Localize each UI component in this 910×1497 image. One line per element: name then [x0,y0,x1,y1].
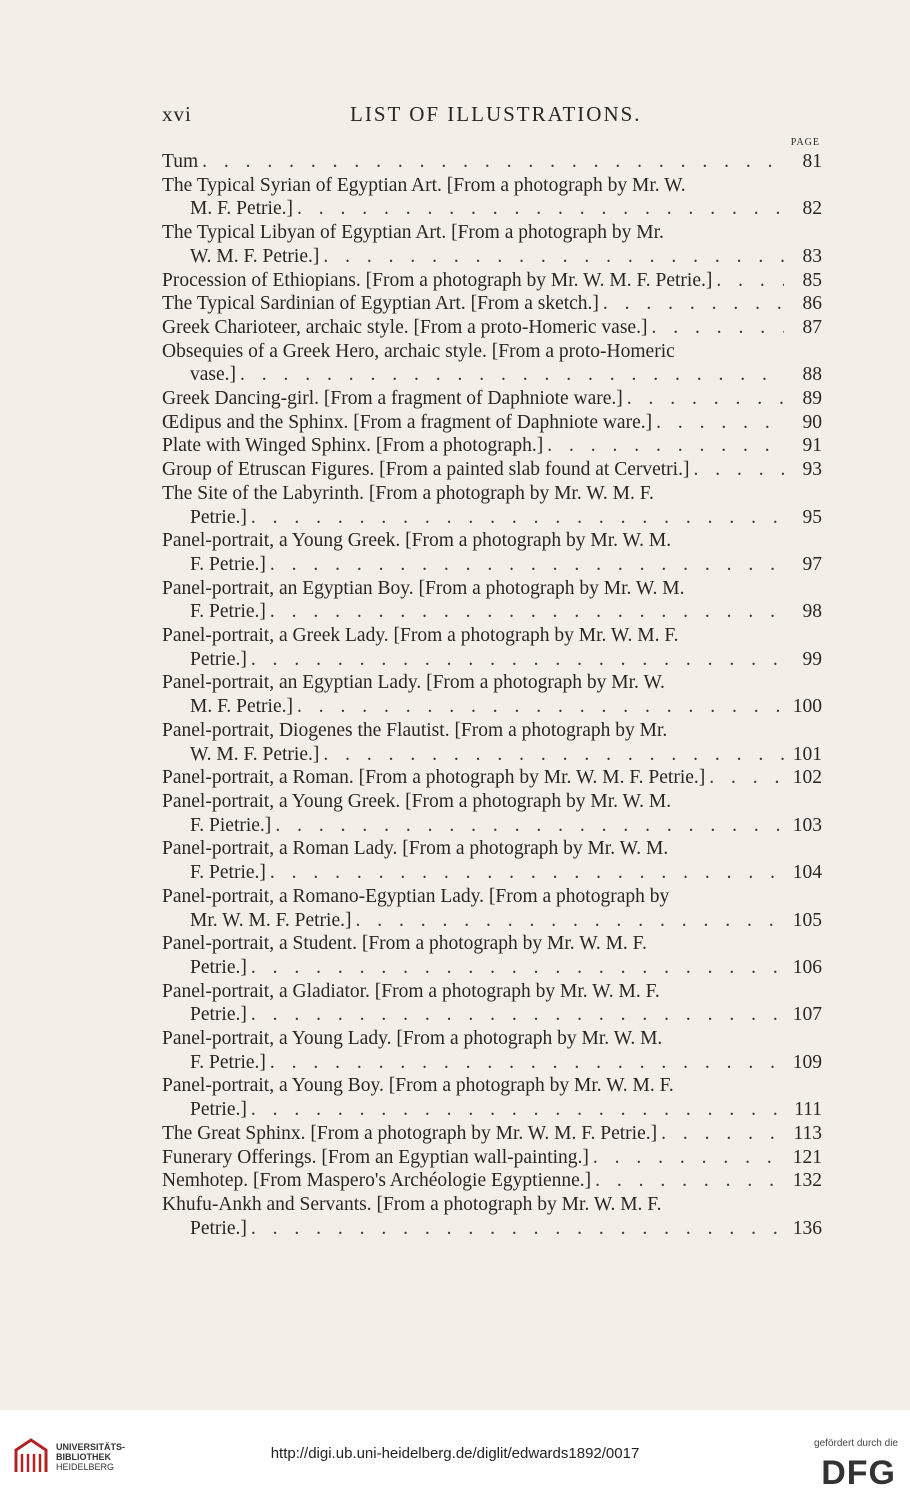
entry-line [162,719,822,743]
entry-caption: Petrie.] [190,506,247,528]
entry-page-number: 83 [802,245,822,267]
illustration-entry [162,671,822,718]
dot-leader [656,411,784,435]
dot-leader [595,1169,784,1193]
funded-by-text: gefördert durch die [814,1438,898,1449]
entry-line [162,269,822,293]
entry-line [162,1027,822,1051]
illustration-entry [162,885,822,932]
entry-page-number: 81 [802,151,822,172]
dot-leader [202,150,784,174]
entry-page-number: 103 [792,814,822,836]
illustration-entry [162,529,822,576]
entry-line [162,980,822,1004]
dot-leader [323,743,784,767]
entry-continuation-line [162,1217,822,1241]
entry-page-number: 88 [802,364,822,386]
entry-caption: Œdipus and the Sphinx. [From a fragment of Daphniote ware.] [162,411,653,433]
entry-continuation-line [162,1003,822,1027]
entry-caption: F. Petrie.] [190,1051,266,1073]
entry-caption: Khufu-Ankh and Servants. [From a photograph by Mr. W. M. F. [162,1193,662,1215]
entry-line [162,624,822,648]
dot-leader [270,861,784,885]
entry-line [162,1169,822,1193]
institution-line: BIBLIOTHEK [56,1452,111,1462]
entry-page-number: 105 [792,909,822,931]
page-folio: xvi [162,102,192,126]
dot-leader [297,695,784,719]
illustration-entry [162,292,822,316]
entry-line [162,837,822,861]
entry-caption: Procession of Ethiopians. [From a photograph by Mr. W. M. F. Petrie.] [162,269,713,291]
entry-line [162,411,822,435]
illustration-entry [162,316,822,340]
illustration-entry [162,1193,822,1240]
entry-caption: F. Petrie.] [190,553,266,575]
dot-leader [270,553,784,577]
entry-line [162,458,822,482]
entry-page-number: 98 [802,601,822,623]
dot-leader [627,387,784,411]
illustration-entry [162,1122,822,1146]
entry-continuation-line [162,814,822,838]
illustration-entry [162,411,822,435]
entry-page-number: 97 [802,553,822,575]
dot-leader [270,600,784,624]
illustration-entry [162,766,822,790]
entry-caption: Panel-portrait, a Romano-Egyptian Lady. [From a photograph by [162,885,670,907]
entry-caption: Petrie.] [190,956,247,978]
entry-page-number: 89 [802,388,822,410]
entry-line [162,1146,822,1170]
illustration-entry [162,387,822,411]
dot-leader [603,292,784,316]
dot-leader [547,434,784,458]
illustration-list [162,150,822,1240]
entry-line [162,766,822,790]
entry-continuation-line [162,1098,822,1122]
entry-page-number: 104 [792,862,822,884]
entry-caption: The Site of the Labyrinth. [From a photograph by Mr. W. M. F. [162,482,654,504]
entry-continuation-line [162,553,822,577]
illustration-entry [162,980,822,1027]
entry-page-number: 102 [792,767,822,789]
illustration-entry [162,624,822,671]
illustration-entry [162,482,822,529]
entry-line [162,174,822,198]
entry-caption: Funerary Offerings. [From an Egyptian wall-painting.] [162,1146,589,1168]
entry-line [162,577,822,601]
dot-leader [251,1217,784,1241]
page-title: LIST OF ILLUSTRATIONS. [350,102,642,126]
illustration-entry [162,221,822,268]
illustration-entry [162,434,822,458]
entry-line [162,150,822,174]
entry-line [162,434,822,458]
dot-leader [661,1122,784,1146]
entry-caption: Panel-portrait, a Young Lady. [From a photograph by Mr. W. M. [162,1028,663,1050]
running-header [160,102,820,132]
illustration-entry [162,150,822,174]
dot-leader [356,909,785,933]
entry-continuation-line [162,695,822,719]
dot-leader [297,197,784,221]
entry-line [162,340,822,364]
entry-page-number: 111 [794,1099,822,1121]
entry-caption: vase.] [190,364,237,386]
dot-leader [593,1146,784,1170]
viewer-footer [0,1410,910,1497]
illustration-entry [162,1027,822,1074]
entry-continuation-line [162,600,822,624]
entry-line [162,1074,822,1098]
entry-caption: W. M. F. Petrie.] [190,245,320,267]
entry-caption: Panel-portrait, a Young Boy. [From a photograph by Mr. W. M. F. [162,1075,674,1097]
entry-line [162,482,822,506]
dot-leader [709,766,784,790]
entry-caption: Group of Etruscan Figures. [From a painted slab found at Cervetri.] [162,459,690,481]
dot-leader [251,1098,784,1122]
institution-line: UNIVERSITÄTS- [56,1442,126,1452]
entry-line [162,1122,822,1146]
entry-continuation-line [162,909,822,933]
entry-line [162,221,822,245]
entry-continuation-line [162,743,822,767]
dot-leader [240,363,784,387]
entry-line [162,932,822,956]
entry-caption: The Typical Sardinian of Egyptian Art. [From a sketch.] [162,293,599,315]
entry-line [162,387,822,411]
entry-page-number: 99 [802,648,822,670]
dot-leader [323,245,784,269]
entry-continuation-line [162,245,822,269]
dot-leader [251,506,784,530]
entry-continuation-line [162,363,822,387]
entry-page-number: 100 [792,696,822,718]
page-column-label: PAGE [790,137,820,148]
entry-caption: Panel-portrait, an Egyptian Lady. [From a photograph by Mr. W. [162,672,665,694]
dfg-logo: DFG [821,1454,896,1492]
entry-caption: Panel-portrait, Diogenes the Flautist. [From a photograph by Mr. [162,719,668,741]
entry-line [162,790,822,814]
entry-line [162,529,822,553]
entry-page-number: 82 [802,198,822,220]
illustration-entry [162,340,822,387]
illustration-entry [162,719,822,766]
entry-caption: M. F. Petrie.] [190,198,293,220]
institution-line: HEIDELBERG [56,1462,115,1472]
entry-caption: Greek Dancing-girl. [From a fragment of Daphniote ware.] [162,388,623,410]
entry-page-number: 90 [802,411,822,433]
entry-page-number: 121 [792,1146,822,1168]
entry-continuation-line [162,956,822,980]
illustration-entry [162,1169,822,1193]
entry-line [162,671,822,695]
entry-page-number: 91 [802,435,822,457]
dot-leader [275,814,784,838]
entry-page-number: 85 [802,269,822,291]
entry-caption: Mr. W. M. F. Petrie.] [190,909,352,931]
entry-page-number: 95 [802,506,822,528]
illustration-entry [162,577,822,624]
entry-continuation-line [162,648,822,672]
illustration-entry [162,837,822,884]
source-url-link[interactable]: http://digi.ub.uni-heidelberg.de/diglit/edwards1892/0017 [270,1445,640,1462]
entry-caption: Panel-portrait, a Roman Lady. [From a photograph by Mr. W. M. [162,838,669,860]
entry-line [162,316,822,340]
entry-caption: The Typical Syrian of Egyptian Art. [From a photograph by Mr. W. [162,174,686,196]
entry-caption: The Typical Libyan of Egyptian Art. [From a photograph by Mr. [162,222,664,244]
dot-leader [651,316,784,340]
entry-line [162,1193,822,1217]
entry-line [162,885,822,909]
entry-caption: Petrie.] [190,1217,247,1239]
dot-leader [251,1003,784,1027]
entry-continuation-line [162,861,822,885]
entry-page-number: 106 [792,956,822,978]
illustration-entry [162,790,822,837]
entry-caption: Plate with Winged Sphinx. [From a photograph.] [162,435,544,457]
dot-leader [693,458,784,482]
illustration-entry [162,932,822,979]
entry-page-number: 109 [792,1051,822,1073]
entry-caption: Panel-portrait, an Egyptian Boy. [From a photograph by Mr. W. M. [162,577,685,599]
entry-caption: Panel-portrait, a Young Greek. [From a photograph by Mr. W. M. [162,530,672,552]
entry-caption: Petrie.] [190,1099,247,1121]
entry-page-number: 87 [802,316,822,338]
entry-caption: W. M. F. Petrie.] [190,743,320,765]
illustration-entry [162,1074,822,1121]
dot-leader [251,648,784,672]
entry-caption: Nemhotep. [From Maspero's Archéologie Egyptienne.] [162,1170,592,1192]
illustration-entry [162,269,822,293]
illustration-entry [162,174,822,221]
entry-caption: M. F. Petrie.] [190,696,293,718]
entry-page-number: 101 [792,743,822,765]
entry-caption: Panel-portrait, a Student. [From a photograph by Mr. W. M. F. [162,933,647,955]
dot-leader [270,1051,784,1075]
entry-page-number: 93 [802,459,822,481]
entry-caption: Petrie.] [190,648,247,670]
entry-caption: Panel-portrait, a Roman. [From a photograph by Mr. W. M. F. Petrie.] [162,767,706,789]
entry-caption: F. Petrie.] [190,601,266,623]
entry-caption: Panel-portrait, a Young Greek. [From a photograph by Mr. W. M. [162,790,672,812]
entry-page-number: 86 [802,293,822,315]
entry-line [162,292,822,316]
dot-leader [716,269,784,293]
entry-caption: F. Pietrie.] [190,814,272,836]
entry-page-number: 113 [793,1122,822,1144]
entry-page-number: 107 [792,1004,822,1026]
entry-page-number: 132 [792,1170,822,1192]
dot-leader [251,956,784,980]
entry-caption: Obsequies of a Greek Hero, archaic style. [From a proto-Homeric [162,340,675,362]
entry-caption: Panel-portrait, a Gladiator. [From a photograph by Mr. W. M. F. [162,980,660,1002]
entry-caption: F. Petrie.] [190,862,266,884]
entry-caption: Greek Charioteer, archaic style. [From a proto-Homeric vase.] [162,316,648,338]
entry-caption: Petrie.] [190,1004,247,1026]
entry-continuation-line [162,506,822,530]
entry-page-number: 136 [792,1217,822,1239]
entry-caption: The Great Sphinx. [From a photograph by Mr. W. M. F. Petrie.] [162,1122,658,1144]
illustration-entry [162,458,822,482]
entry-continuation-line [162,1051,822,1075]
entry-caption: Panel-portrait, a Greek Lady. [From a photograph by Mr. W. M. F. [162,625,679,647]
entry-caption: Tum [162,151,199,172]
entry-continuation-line [162,197,822,221]
illustration-entry [162,1146,822,1170]
